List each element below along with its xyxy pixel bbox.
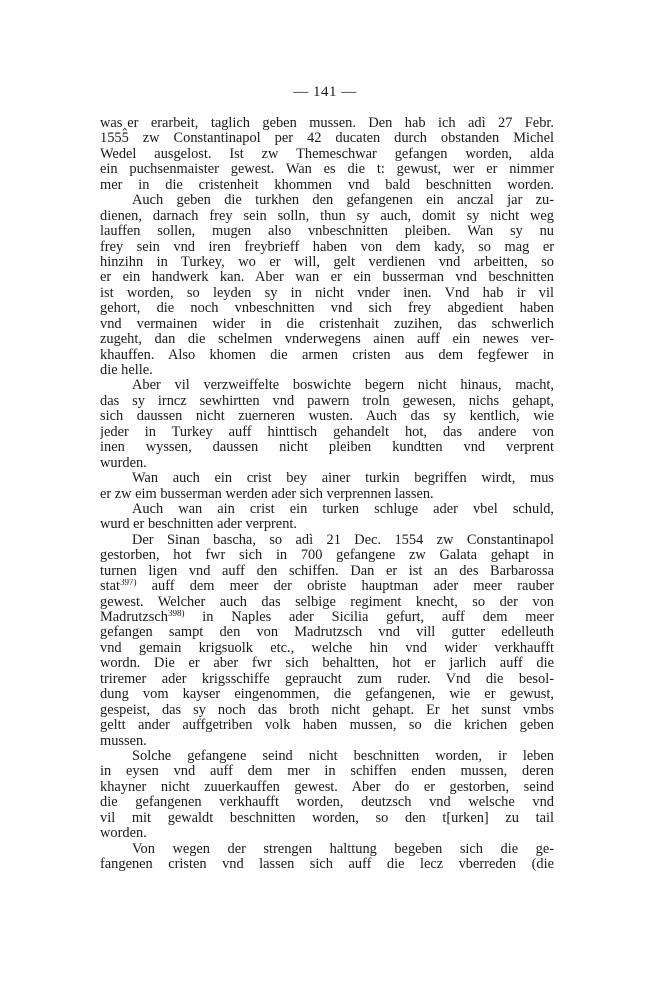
text-line: ein puchsenmaister gewest. Wan es die t: gewust, wer er nimmer bbox=[100, 162, 554, 178]
text-line: jeder in Turkey auff hinttisch gehandelt hot, das andere von bbox=[100, 424, 554, 440]
text-line: wurden. bbox=[100, 454, 147, 471]
text-line: khauffen. Also khomen die armen cristen aus dem fegfewer in bbox=[100, 347, 554, 363]
text-fragment: Madrutzsch bbox=[100, 610, 168, 625]
text-line: gewest. Welcher auch das selbige regiment knecht, so der von bbox=[100, 594, 554, 610]
text-line: khayner nicht zuuerkauffen gewest. Aber do er gestorben, seind bbox=[100, 779, 554, 795]
text-line: dung vom kayser eingenommen, die gefangenen, wie er gewust, bbox=[100, 687, 554, 703]
text-line: mer in die cristenheit khommen vnd bald beschnitten worden. bbox=[100, 177, 554, 193]
text-line: zugeht, dan die schelmen vnderwegens ainen auff ein newes ver- bbox=[100, 332, 554, 348]
text-line: dienen, darnach frey sein solln, thun sy auch, domit sy nicht weg bbox=[100, 208, 554, 224]
text-line: lauffen sollen, mugen also vnbeschnitten pleiben. Wan sy nu bbox=[100, 224, 554, 240]
text-line: das sy irncz sewhirtten vnd pawern troln gewesen, nichs gehapt, bbox=[100, 393, 554, 409]
text-line: triremer ader krigsschiffe gepraucht zum ruder. Vnd die besol- bbox=[100, 671, 554, 687]
text-line: wordn. Die er aber fwr sich behaltten, hot er jarlich auff die bbox=[100, 656, 554, 672]
text-line: turnen ligen vnd auff den schiffen. Dan er ist an des Barbarossa bbox=[100, 563, 554, 579]
text-line: die helle. bbox=[100, 362, 153, 378]
text-line: inen wyssen, daussen nicht pleiben kundtten vnd verprent bbox=[100, 440, 554, 456]
text-line: gehort, die noch vnbeschnitten vnd sich frey abgedient haben bbox=[100, 301, 554, 317]
text-line: sich daussen nicht zuerneren wusten. Auch das sy kentlich, wie bbox=[100, 409, 554, 425]
text-line: wurd er beschnitten ader verprent. bbox=[100, 516, 297, 533]
text-line: vnd gemain krigsuolk etc., welche hin vnd wider verkhaufft bbox=[100, 640, 554, 656]
text-line: was‸er erarbeit, taglich geben mussen. Den hab ich adì 27 Febr. bbox=[100, 116, 554, 131]
text-line: Auch wan ain crist ein turken schluge ader vbel schuld, bbox=[132, 501, 554, 517]
text-line: ist worden, so leyden sy in nicht vnder inen. Vnd hab ir vil bbox=[100, 285, 554, 301]
text-line: Der Sinan bascha, so adì 21 Dec. 1554 zw Constantinapol bbox=[132, 532, 554, 548]
body-text bbox=[100, 116, 554, 872]
text-line: frey sein vnd iren freybrieff haben von dem kady, so mag er bbox=[100, 239, 554, 255]
page-number: — 141 — bbox=[293, 84, 357, 100]
text-line: Auch geben die turkhen den gefangenen ein anczal jar zu- bbox=[132, 193, 554, 209]
footnote-marker: 398) bbox=[167, 610, 185, 618]
text-line: er zw eim busserman werden ader sich verprennen lassen. bbox=[100, 485, 434, 502]
text-fragment: auff dem meer der obriste hauptman ader meer rauber bbox=[136, 579, 554, 595]
text-fragment: in Naples ader Sicilia gefurt, auff dem meer bbox=[184, 610, 554, 625]
text-line: gespeist, das sy noch das broth nicht gehapt. Er het sunst vmbs bbox=[100, 702, 554, 718]
text-line: Wan auch ein crist bey ainer turkin begriffen wirdt, mus bbox=[132, 471, 554, 487]
text-line: fangenen cristen vnd lassen sich auff die lecz vberreden (die bbox=[100, 857, 554, 872]
text-line: vnd vermainen wider in die cristenhait zuzihen, das schwerlich bbox=[100, 316, 554, 332]
text-line: mussen. bbox=[100, 732, 147, 749]
text-line: hinzihn in Turkey, wo er will, gelt verdienen vnd arbeitten, so bbox=[100, 254, 554, 270]
text-line: 1555 zw Constantinapol per 42 ducaten durch obstanden Michel bbox=[100, 131, 554, 147]
footnote-marker: 397) bbox=[119, 579, 137, 588]
text-fragment: stat bbox=[100, 579, 120, 595]
text-line: vil mit gewaldt beschnitten worden, so den t[urken] zu tail bbox=[100, 810, 554, 826]
text-line: die gefangenen verkhaufft worden, deutzsch vnd welsche vnd bbox=[100, 795, 554, 811]
text-line bbox=[100, 610, 554, 625]
text-line: in eysen vnd auff dem mer in schiffen enden mussen, deren bbox=[100, 764, 554, 780]
text-line: Solche gefangene seind nicht beschnitten worden, ir leben bbox=[132, 748, 554, 764]
text-line: gefangen sampt den von Madrutzsch vnd vill gutter edelleuth bbox=[100, 625, 554, 641]
text-line: Aber vil verzweiffelte boswichte begern nicht hinaus, macht, bbox=[132, 378, 554, 394]
text-line: Von wegen der strengen halttung begeben sich die ge- bbox=[132, 841, 554, 857]
text-line: geltt ander auffgetriben volk haben mussen, so die krichen geben bbox=[100, 718, 554, 734]
text-line: gestorben, hot fwr sich in 700 gefangene zw Galata gehapt in bbox=[100, 548, 554, 564]
text-line: er ein handwerk kan. Aber wan er ein busserman vnd beschnitten bbox=[100, 270, 554, 286]
text-line: Wedel ausgelost. Ist zw Themeschwar gefangen worden, alda bbox=[100, 146, 554, 162]
text-line bbox=[100, 579, 554, 594]
text-line: worden. bbox=[100, 825, 147, 842]
